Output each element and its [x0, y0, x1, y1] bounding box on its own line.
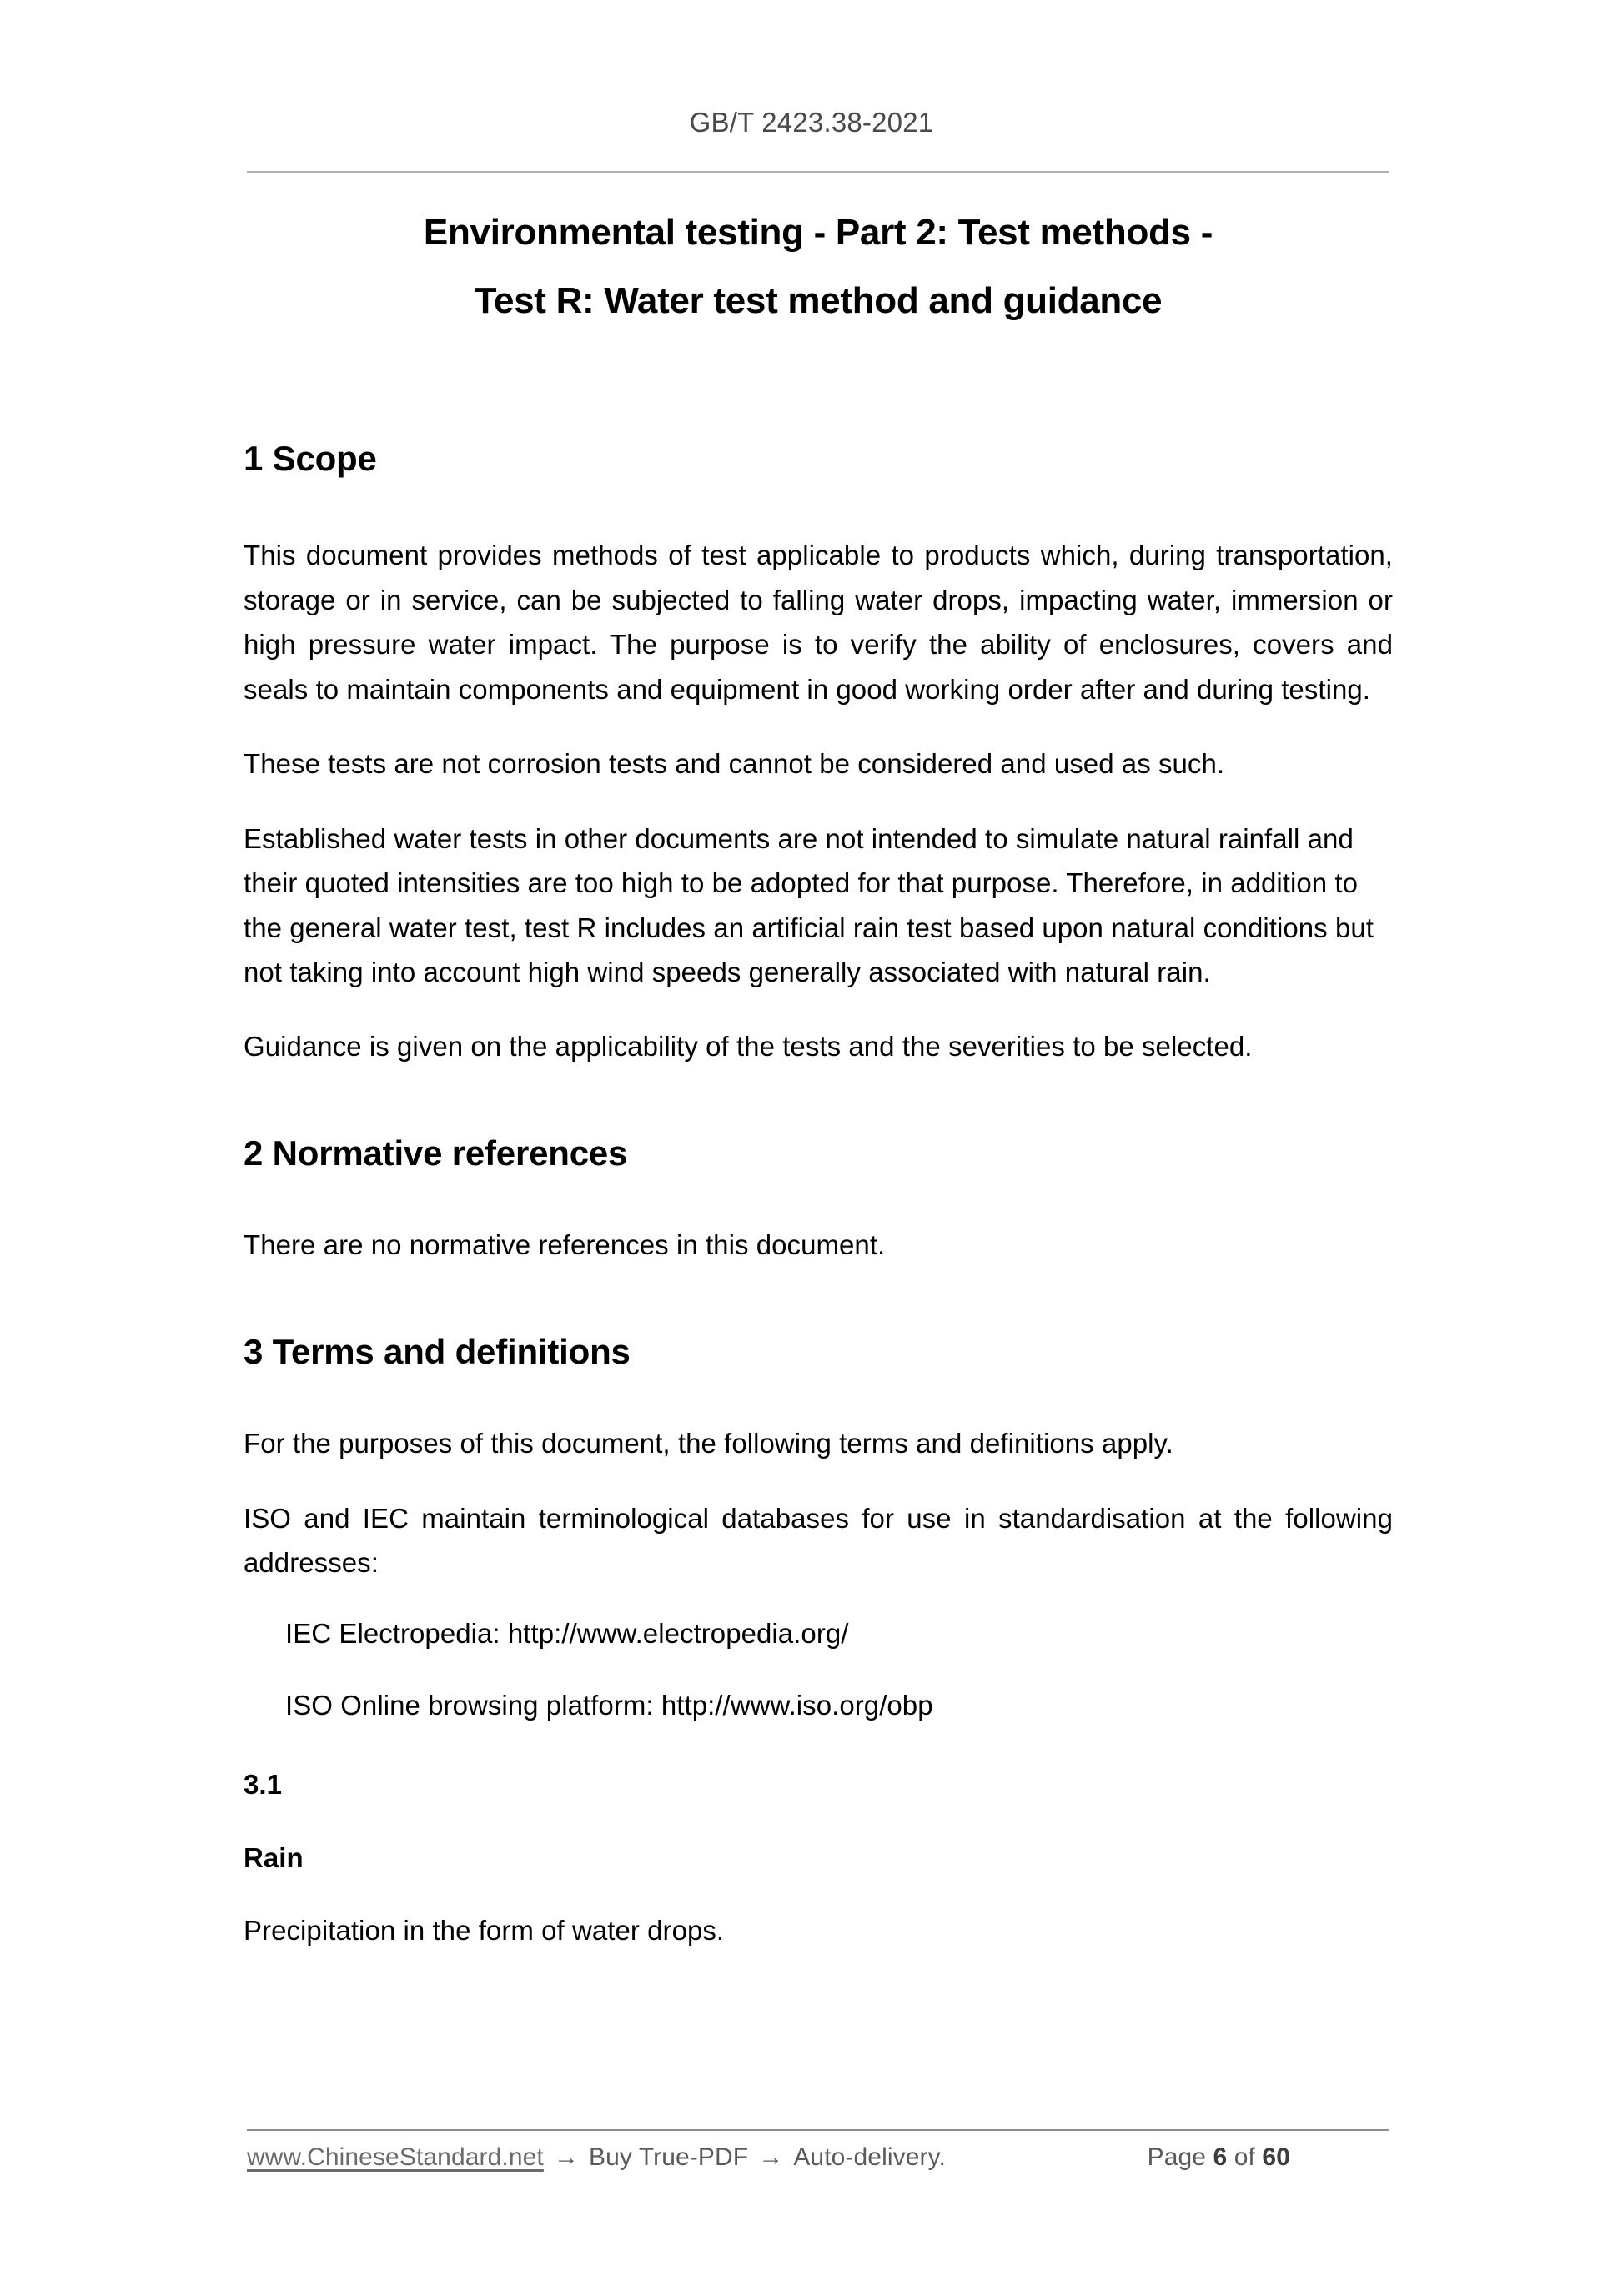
heading-scope: 1 Scope: [244, 438, 377, 478]
spacer: [244, 1656, 1393, 1683]
total-pages: 60: [1262, 2143, 1290, 2171]
spacer: [244, 480, 1393, 533]
term-number-3-1: 3.1: [244, 1769, 283, 1801]
header-divider: [247, 171, 1389, 173]
spacer: [244, 994, 1393, 1024]
footer-divider: [247, 2129, 1389, 2131]
spacer: [244, 328, 1393, 438]
page-number: 6: [1213, 2143, 1228, 2171]
spacer: [244, 1727, 1393, 1762]
scope-paragraph-1: This document provides methods of test applicable to products which, during transportation, storage or in service, can be subjected to falling water drops, impacting water, immersion or high pressure water impact. The purpose is to verify the ability of enclosures, covers and seals to maintain components and equipment in good working order after and during testing.: [244, 540, 1393, 705]
of-label: of: [1234, 2143, 1255, 2171]
scope-paragraph-2: These tests are not corrosion tests and cannot be considered and used as such.: [244, 748, 1225, 780]
spacer: [244, 786, 1393, 816]
spacer: [244, 1069, 1393, 1133]
normative-references-paragraph-1: There are no normative references in this document.: [244, 1229, 886, 1261]
spacer: [244, 1807, 1393, 1836]
page-indicator: [1148, 2143, 1389, 2172]
page-footer: [247, 2143, 1389, 2172]
footer-site-link[interactable]: www.ChineseStandard.net: [247, 2143, 544, 2171]
standard-code: GB/T 2423.38-2021: [689, 107, 934, 138]
scope-paragraph-4: Guidance is given on the applicability of the tests and the severities to be selected.: [244, 1031, 1253, 1063]
document-title-line-1: Environmental testing - Part 2: Test methods -: [423, 212, 1213, 253]
terms-paragraph-1: For the purposes of this document, the following terms and definitions apply.: [244, 1428, 1173, 1459]
spacer: [244, 1373, 1393, 1421]
document-title: [244, 207, 1393, 328]
spacer: [244, 1268, 1393, 1331]
footer-delivery-label: Auto-delivery.: [793, 2143, 946, 2171]
document-content: [244, 207, 1393, 1953]
page-header: [0, 107, 1623, 138]
spacer: [244, 1466, 1393, 1496]
page-label: Page: [1147, 2143, 1207, 2171]
spacer: [244, 1585, 1393, 1611]
link-iso-obp[interactable]: ISO Online browsing platform: http://www.iso.org/obp: [285, 1689, 933, 1721]
arrow-right-icon-1: →: [553, 2143, 579, 2171]
term-name-rain: Rain: [244, 1841, 304, 1873]
footer-buy-label: Buy True-PDF: [588, 2143, 749, 2171]
term-definition-rain: Precipitation in the form of water drops.: [244, 1915, 725, 1947]
spacer: [244, 1174, 1393, 1223]
terms-paragraph-2: ISO and IEC maintain terminological databases for use in standardisation at the following addresses:: [244, 1502, 1393, 1578]
link-iec-electropedia[interactable]: IEC Electropedia: http://www.electropedia.org/: [285, 1618, 849, 1650]
spacer: [244, 711, 1393, 741]
scope-paragraph-3: Established water tests in other documents are not intended to simulate natural rainfall and their quoted intensities are too high to be adopted for that purpose. Therefore, in addition to the general water test, test R includes an artificial rain test based upon natural conditions but not taking into account high wind speeds generally associated with natural rain.: [244, 822, 1374, 987]
arrow-right-icon-2: →: [758, 2143, 784, 2171]
spacer: [244, 1880, 1393, 1908]
document-title-line-2: Test R: Water test method and guidance: [474, 280, 1163, 322]
heading-normative-references: 2 Normative references: [244, 1133, 628, 1173]
heading-terms-and-definitions: 3 Terms and definitions: [244, 1331, 631, 1371]
